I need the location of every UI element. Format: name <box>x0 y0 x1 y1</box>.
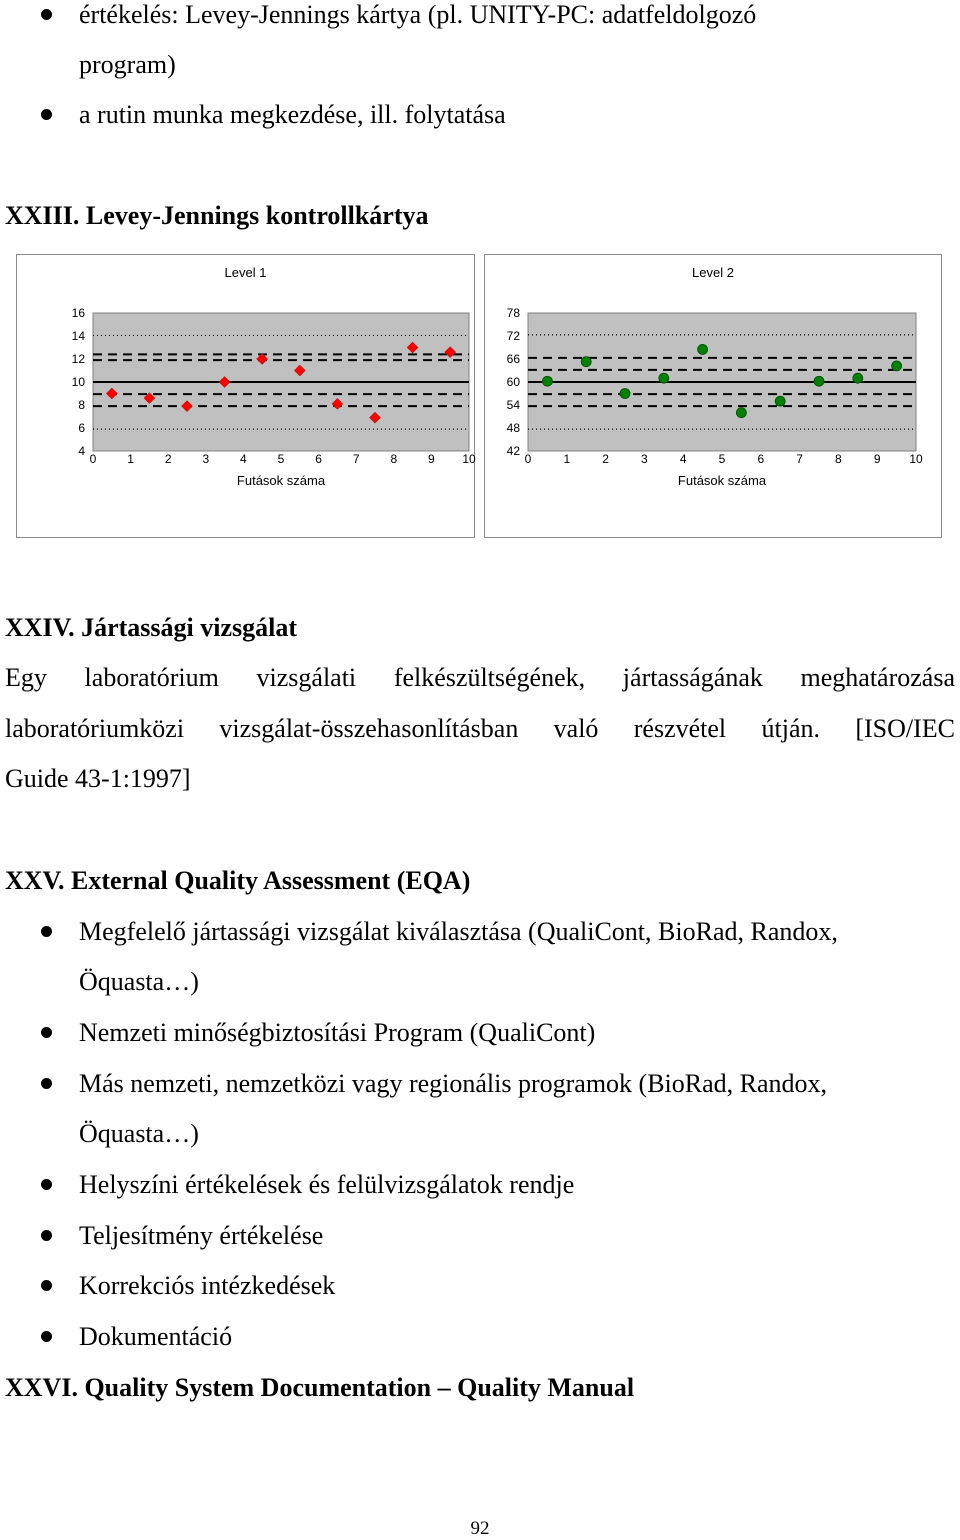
y-tick-label: 54 <box>506 398 520 412</box>
x-tick-label: 0 <box>524 452 532 466</box>
x-tick-label: 6 <box>757 452 765 466</box>
data-point <box>736 408 746 418</box>
section-heading-xxvi: XXVI. Quality System Documentation – Quality Manual <box>5 1373 635 1402</box>
y-tick-label: 10 <box>71 375 85 389</box>
bullet-text: Megfelelő jártassági vizsgálat kiválasztása (QualiCont, BioRad, Randox, <box>79 917 838 946</box>
x-tick-label: 2 <box>602 452 609 466</box>
chart-plot <box>17 255 474 537</box>
bullet-text: Helyszíni értékelések és felülvizsgálatok rendje <box>79 1170 575 1199</box>
chart-level-2 <box>484 254 942 538</box>
section-heading-xxv: XXV. External Quality Assessment (EQA) <box>5 866 471 895</box>
x-tick-label: 5 <box>277 452 285 466</box>
data-point <box>892 361 902 371</box>
bullet-icon <box>41 1179 52 1190</box>
bullet-icon <box>41 1027 52 1038</box>
data-point <box>581 357 591 367</box>
x-axis-label: Futások száma <box>236 473 326 488</box>
x-tick-label: 1 <box>127 452 134 466</box>
x-tick-label: 4 <box>679 452 687 466</box>
x-tick-label: 1 <box>563 452 571 466</box>
chart-level-1 <box>16 254 475 538</box>
section-heading-xxiv <box>5 613 297 643</box>
bullet-icon <box>41 1280 52 1291</box>
y-tick-label: 48 <box>506 421 520 435</box>
y-tick-label: 12 <box>71 352 85 366</box>
y-tick-label: 42 <box>506 444 520 458</box>
y-tick-label: 16 <box>71 306 85 320</box>
data-point <box>775 396 785 406</box>
x-tick-label: 2 <box>164 452 172 466</box>
chart-plot <box>485 255 941 537</box>
bullet-text: a rutin munka megkezdése, ill. folytatása <box>79 100 506 129</box>
x-tick-label: 9 <box>873 452 881 466</box>
y-tick-label: 72 <box>506 329 520 343</box>
y-tick-label: 66 <box>506 352 520 366</box>
x-tick-label: 8 <box>835 452 842 466</box>
x-tick-label: 4 <box>240 452 247 466</box>
bullet-icon <box>41 109 52 120</box>
chart-title: Level 1 <box>224 265 267 280</box>
data-point <box>542 376 552 386</box>
x-axis-label: Futások száma <box>677 473 767 488</box>
bullet-icon <box>41 1078 52 1089</box>
bullet-text: Teljesítmény értékelése <box>79 1221 324 1250</box>
section-heading-xxiii: XXIII. Levey-Jennings kontrollkártya <box>5 201 429 230</box>
x-tick-label: 9 <box>428 452 435 466</box>
paragraph-line: laboratóriumközi vizsgálat-összehasonlításban való részvétel útján. [ISO/IEC <box>5 714 955 743</box>
data-point <box>853 373 863 383</box>
bullet-text: Más nemzeti, nemzetközi vagy regionális programok (BioRad, Randox, <box>79 1069 828 1098</box>
bullet-text-continuation: Öquasta…) <box>79 967 199 996</box>
x-tick-label: 0 <box>89 452 97 466</box>
x-tick-label: 5 <box>718 452 726 466</box>
data-point <box>620 389 630 399</box>
bullet-text: Nemzeti minőségbiztosítási Program (QualiCont) <box>79 1018 596 1047</box>
x-tick-label: 7 <box>796 452 803 466</box>
bullet-text-continuation: Öquasta…) <box>79 1119 199 1148</box>
x-tick-label: 10 <box>462 452 476 466</box>
paragraph-line: Egy laboratórium vizsgálati felkészültségének, jártasságának meghatározása <box>5 663 955 692</box>
y-tick-label: 8 <box>78 398 85 412</box>
bullet-icon <box>41 9 52 20</box>
x-tick-label: 10 <box>909 452 923 466</box>
x-tick-label: 8 <box>390 452 398 466</box>
x-tick-label: 3 <box>641 452 648 466</box>
y-tick-label: 14 <box>71 329 85 343</box>
paragraph-line: Guide 43-1:1997] <box>5 764 191 793</box>
bullet-icon <box>41 1230 52 1241</box>
bullet-text-continuation: program) <box>79 50 176 79</box>
section-heading-text: XXIV. Jártassági vizsgálat <box>5 613 298 642</box>
x-tick-label: 6 <box>315 452 322 466</box>
data-point <box>659 373 669 383</box>
page-number: 92 <box>470 1518 490 1539</box>
bullet-text: értékelés: Levey-Jennings kártya (pl. UNITY-PC: adatfeldolgozó <box>79 0 757 29</box>
x-tick-label: 3 <box>202 452 210 466</box>
data-point <box>698 344 708 354</box>
y-tick-label: 60 <box>506 375 520 389</box>
y-tick-label: 4 <box>78 444 85 458</box>
y-tick-label: 78 <box>506 306 520 320</box>
chart-title: Level 2 <box>692 265 734 280</box>
bullet-icon <box>41 926 52 937</box>
bullet-text: Dokumentáció <box>79 1322 233 1351</box>
bullet-text: Korrekciós intézkedések <box>79 1271 336 1300</box>
bullet-icon <box>41 1331 52 1342</box>
data-point <box>814 376 824 386</box>
x-tick-label: 7 <box>352 452 360 466</box>
y-tick-label: 6 <box>78 421 85 435</box>
